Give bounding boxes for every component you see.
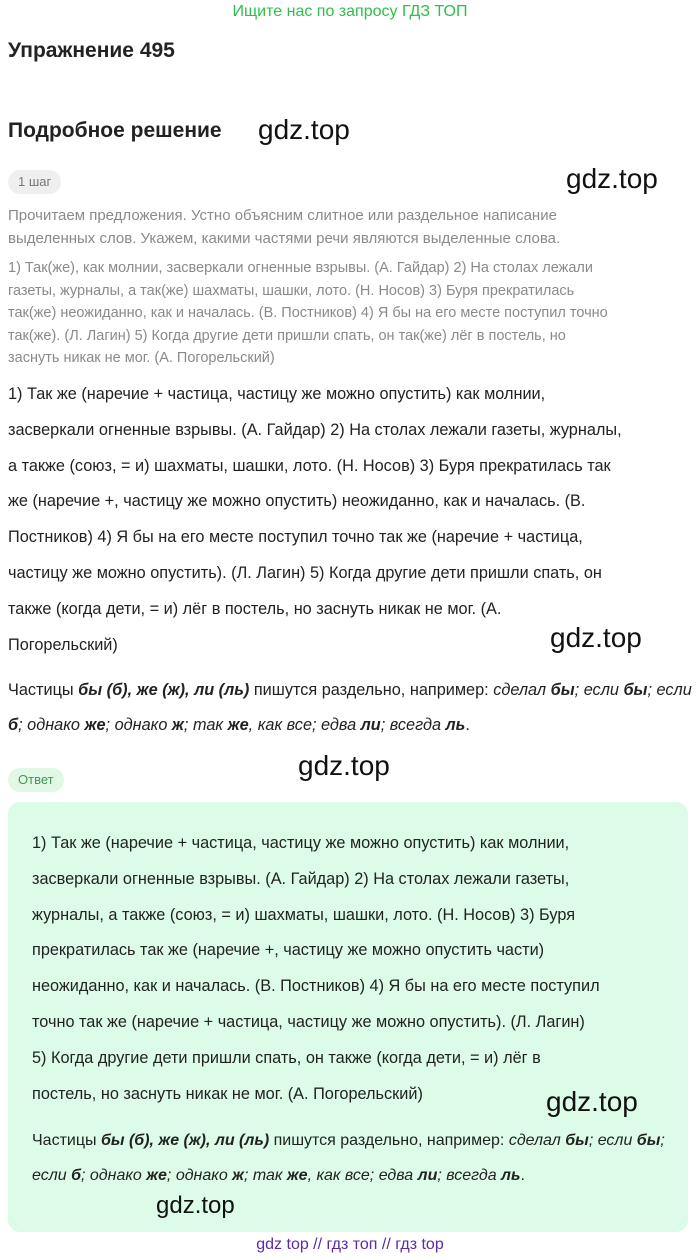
footer-separator: //	[308, 1236, 327, 1253]
rule-part: .	[520, 1167, 525, 1184]
rule-part: Частицы	[32, 1132, 101, 1149]
rule-example: ; всегда	[380, 716, 446, 734]
footer-links	[0, 1235, 700, 1255]
rule-particles: бы (б), же (ж), ли (ль)	[100, 1132, 270, 1149]
rule-part: .	[465, 716, 470, 734]
intro-text: Прочитаем предложения. Устно объясним слитное или раздельное написание выделенных слов. Укажем, какими частями речи являются выделенные слова.	[8, 207, 561, 247]
rule-part: пишутся раздельно, например:	[249, 681, 494, 699]
rule-example: ; однако	[81, 1167, 147, 1184]
rule-example-bold: б	[71, 1167, 81, 1184]
rule-example-bold: ль	[445, 716, 466, 734]
step-badge: 1 шаг	[8, 170, 61, 194]
watermark: gdz.top	[546, 1086, 638, 1117]
watermark: gdz.top	[550, 622, 642, 653]
rule-example: ; если	[574, 681, 624, 699]
rule-example-bold: же	[227, 716, 249, 734]
rule-example-bold: ж	[232, 1167, 244, 1184]
rule-example-bold: бы	[623, 681, 648, 699]
rule-example: ; если	[588, 1132, 637, 1149]
rule-example: ; если	[32, 1132, 665, 1184]
rule-example: ; однако	[105, 716, 172, 734]
footer-link-gdz-top[interactable]: gdz top	[256, 1236, 309, 1253]
rule-example: ; однако	[18, 716, 85, 734]
rule-part: Частицы	[8, 681, 79, 699]
answer-rule-text	[32, 1123, 672, 1193]
watermark: gdz.top	[298, 750, 390, 781]
rule-example: сделал	[493, 681, 551, 699]
rule-example: ; если	[647, 681, 692, 699]
watermark: gdz.top	[566, 163, 658, 194]
rule-example: , как все; едва	[307, 1167, 418, 1184]
rule-example-bold: б	[8, 716, 19, 734]
watermark: gdz.top	[156, 1192, 235, 1219]
watermark: gdz.top	[258, 114, 350, 145]
rule-example-bold: ж	[171, 716, 184, 734]
source-text: 1) Так(же), как молнии, засверкали огненные взрывы. (А. Гайдар) 2) На столах лежали газеты, журналы, а так(же) шахматы, шашки, лото. (Н. Носов) 3) Буря прекратилась так(же) неожиданно, как и началась. (В. Постников) 4) Я бы на его месте поступил точно так(же). (Л. Лагин) 5) Когда другие дети пришли спать, он так(же) лёг в постель, но заснуть никак не мог. (А. Погорельский)	[8, 260, 608, 366]
rule-example-bold: бы	[550, 681, 575, 699]
rule-example-bold: бы	[565, 1132, 589, 1149]
answer-text: 1) Так же (наречие + частица, частицу же можно опустить) как молнии, засверкали огненные взрывы. (А. Гайдар) 2) На столах лежали газеты, журналы, а также (союз, = и) шахматы, шашки, лото. (Н. Носов) 3) Буря прекратилась так же (наречие +, частицу же можно опустить части) неожиданно, как и началась. (В. Постников) 4) Я бы на его месте поступил точно так же (наречие + частица, частицу же можно опустить). (Л. Лагин) 5) Когда другие дети пришли спать, он также (когда дети, = и) лёг в постель, но заснуть никак не мог. (А. Погорельский)	[32, 834, 600, 1103]
rule-example: , как все; едва	[248, 716, 361, 734]
section-title: Подробное решение	[8, 119, 222, 142]
footer-separator: //	[377, 1236, 396, 1253]
solution-text: 1) Так же (наречие + частица, частицу же можно опустить) как молнии, засверкали огненные взрывы. (А. Гайдар) 2) На столах лежали газеты, журналы, а также (союз, = и) шахматы, шашки, лото. (Н. Носов) 3) Буря прекратилась так же (наречие +, частицу же можно опустить) неожиданно, как и началась. (В. Постников) 4) Я бы на его месте поступил точно так же (наречие + частица, частицу же можно опустить). (Л. Лагин) 5) Когда другие дети пришли спать, он также (когда дети, = и) лёг в постель, но заснуть никак не мог. (А. Погорельский)	[8, 385, 622, 654]
rule-example-bold: ли	[417, 1167, 438, 1184]
promo-banner[interactable]: Ищите нас по запросу ГДЗ ТОП	[232, 3, 468, 20]
rule-example: ; так	[243, 1167, 287, 1184]
rule-example-bold: бы	[636, 1132, 661, 1149]
page-title: Упражнение 495	[8, 39, 175, 62]
rule-example-bold: ль	[501, 1167, 521, 1184]
rule-example-bold: же	[84, 716, 106, 734]
rule-example-bold: же	[146, 1167, 167, 1184]
rule-example: ; всегда	[437, 1167, 502, 1184]
rule-particles: бы (б), же (ж), ли (ль)	[78, 681, 250, 699]
rule-example-bold: ли	[360, 716, 381, 734]
rule-example: ; однако	[166, 1167, 233, 1184]
footer-link-gdz-top-ru[interactable]: гдз топ	[326, 1236, 378, 1253]
rule-example: ; так	[183, 716, 228, 734]
rule-example: сделал	[508, 1132, 566, 1149]
rule-example-bold: же	[286, 1167, 308, 1184]
rule-text	[8, 673, 692, 743]
rule-part: пишутся раздельно, например:	[269, 1132, 509, 1149]
footer-link-gdz-top-mixed[interactable]: гдз top	[395, 1236, 444, 1253]
answer-badge: Ответ	[8, 768, 64, 792]
